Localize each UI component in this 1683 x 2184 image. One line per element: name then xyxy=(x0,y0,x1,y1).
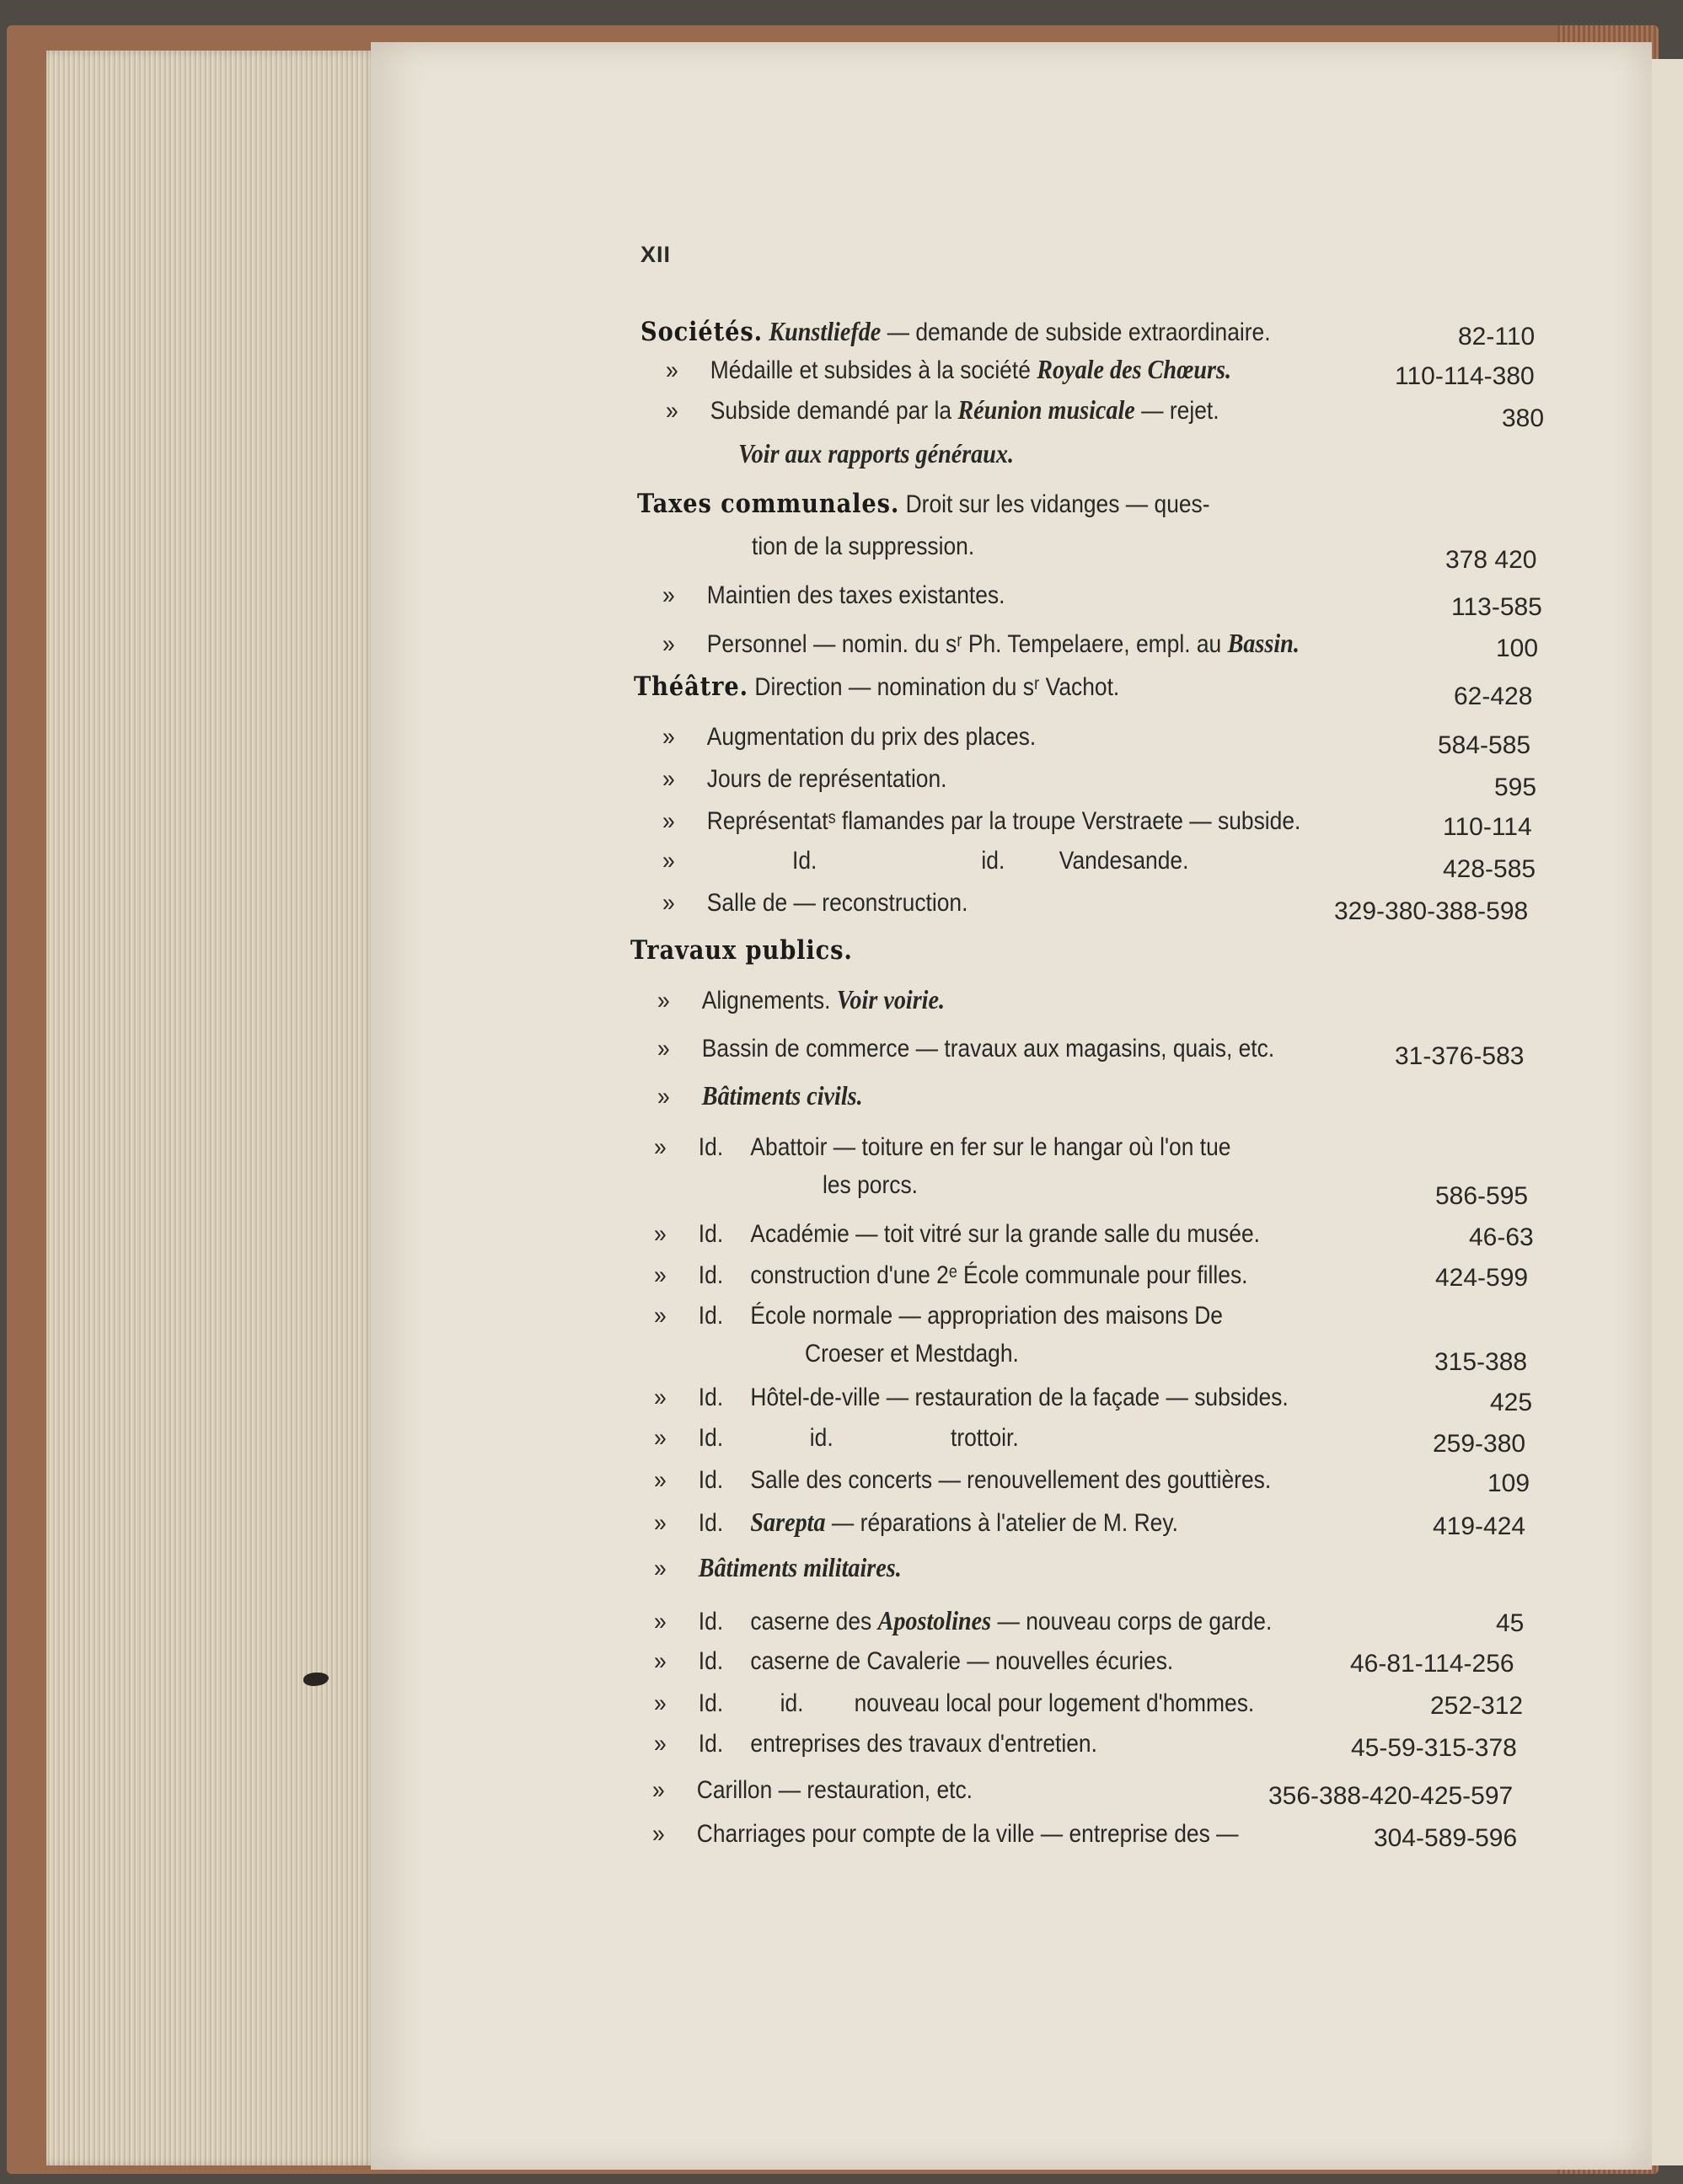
entry-text: nouveau local pour logement d'hommes. xyxy=(854,1689,1255,1717)
entry-line xyxy=(654,1424,1019,1453)
id-mark: Id. xyxy=(698,1424,724,1452)
entry-line xyxy=(752,533,974,561)
ditto-mark: » xyxy=(657,987,670,1014)
entry-text: Alignements. xyxy=(701,987,837,1014)
entry-taxes xyxy=(637,489,1210,519)
id-mark: Id. xyxy=(698,1133,724,1161)
entry-line xyxy=(654,1261,1247,1290)
entry-italic: Apostolines xyxy=(877,1605,992,1635)
entry-text: Représentatˢ flamandes par la troupe Verstraete — subside. xyxy=(706,807,1301,835)
page-refs: 62-428 xyxy=(1454,682,1533,710)
entry-text: Droit sur les vidanges — ques- xyxy=(905,490,1210,518)
entry-italic: Sarepta xyxy=(750,1507,826,1537)
page-refs: 586-595 xyxy=(1435,1182,1529,1210)
entry-text: Hôtel-de-ville — restauration de la façade — subsides. xyxy=(750,1384,1289,1411)
ditto-mark: » xyxy=(666,397,678,425)
page-refs: 425 xyxy=(1490,1389,1533,1416)
ditto-mark: » xyxy=(662,581,675,609)
page-refs: 380 xyxy=(1502,404,1545,432)
ditto-mark: » xyxy=(654,1608,667,1635)
page-refs: 113-585 xyxy=(1451,593,1542,621)
entry-text: — nouveau corps de garde. xyxy=(991,1608,1273,1635)
page-refs: 424-599 xyxy=(1435,1264,1529,1292)
id-mark: Id. xyxy=(698,1509,724,1537)
entry-line xyxy=(662,889,967,918)
ditto-mark: » xyxy=(654,1302,667,1330)
page-refs: 378 420 xyxy=(1445,546,1537,574)
entry-line xyxy=(823,1171,918,1200)
page-refs: 419-424 xyxy=(1433,1512,1526,1540)
ditto-mark: » xyxy=(654,1509,667,1537)
id-mark: Id. xyxy=(698,1647,724,1675)
id-mark: Id. xyxy=(698,1730,724,1758)
entry-line xyxy=(654,1730,1097,1758)
page-refs: 329-380-388-598 xyxy=(1334,897,1529,925)
entry-line xyxy=(662,847,1188,875)
page-refs: 45-59-315-378 xyxy=(1351,1734,1517,1762)
ditto-mark: » xyxy=(654,1555,667,1582)
entry-travaux xyxy=(630,935,853,966)
entry-line xyxy=(654,1647,1173,1676)
page-refs: 100 xyxy=(1496,634,1539,662)
ditto-mark: » xyxy=(654,1220,667,1248)
page-refs: 252-312 xyxy=(1430,1692,1524,1720)
entry-text: Académie — toit vitré sur la grande salle du musée. xyxy=(750,1220,1260,1248)
ditto-mark: » xyxy=(657,1083,670,1111)
page-refs: 46-81-114-256 xyxy=(1350,1650,1514,1678)
section-heading: Théâtre. xyxy=(634,672,749,702)
ditto-mark: » xyxy=(662,765,675,793)
page-refs: 315-388 xyxy=(1434,1348,1528,1376)
entry-text: Charriages pour compte de la ville — entreprise des — xyxy=(696,1820,1239,1848)
entry-italic: Voir aux rapports généraux. xyxy=(738,438,1015,468)
id-mark: Id. xyxy=(698,1384,724,1411)
ditto-mark: » xyxy=(652,1820,665,1848)
page-refs: 259-380 xyxy=(1433,1430,1526,1458)
entry-text: Vandesande. xyxy=(1059,847,1189,875)
page-refs: 109 xyxy=(1487,1469,1530,1497)
entry-italic: Bâtiments civils. xyxy=(701,1080,863,1111)
entry-line xyxy=(654,1133,1230,1162)
ditto-mark: » xyxy=(654,1689,667,1717)
entry-line xyxy=(652,1820,1239,1849)
entry-text: Salle de — reconstruction. xyxy=(706,889,968,917)
entry-line xyxy=(666,394,1219,426)
entry-text: — réparations à l'atelier de M. Rey. xyxy=(825,1509,1178,1537)
entry-italic: Bâtiments militaires. xyxy=(698,1552,902,1582)
ditto-mark: » xyxy=(662,889,675,917)
id-mark: id. xyxy=(809,1424,833,1452)
entry-text: École normale — appropriation des maisons De xyxy=(750,1302,1223,1330)
entry-text: Subside demandé par la xyxy=(710,397,958,425)
entry-italic: Voir voirie. xyxy=(836,984,946,1014)
entry-line xyxy=(666,354,1231,385)
entry-text: trottoir. xyxy=(951,1424,1019,1452)
ditto-mark: » xyxy=(662,847,675,875)
entry-text: Abattoir — toiture en fer sur le hangar où l'on tue xyxy=(750,1133,1231,1161)
ditto-mark: » xyxy=(654,1261,667,1289)
section-heading: Taxes communales. xyxy=(637,489,900,519)
ditto-mark: » xyxy=(657,1035,670,1063)
id-mark: id. xyxy=(981,847,1005,875)
entry-line xyxy=(662,765,947,794)
page-refs: 82-110 xyxy=(1458,323,1536,351)
entry-text: construction d'une 2ᵉ École communale pour filles. xyxy=(750,1261,1248,1289)
page-refs: 45 xyxy=(1496,1609,1525,1637)
entry-line xyxy=(662,628,1300,659)
entry-societes xyxy=(641,316,1271,347)
ditto-mark: » xyxy=(652,1776,665,1804)
page-refs: 428-585 xyxy=(1443,855,1536,883)
entry-line xyxy=(654,1384,1289,1412)
entry-text: Direction — nomination du sʳ Vachot. xyxy=(754,673,1120,701)
entry-line xyxy=(652,1776,973,1805)
entry-text: Carillon — restauration, etc. xyxy=(696,1776,973,1804)
entry-text: — rejet. xyxy=(1134,397,1219,425)
section-heading: Travaux publics. xyxy=(630,935,853,966)
entry-line xyxy=(805,1340,1019,1368)
entry-line xyxy=(654,1605,1272,1636)
entry-text: entreprises des travaux d'entretien. xyxy=(750,1730,1097,1758)
id-mark: Id. xyxy=(698,1261,724,1289)
ditto-mark: » xyxy=(654,1424,667,1452)
entry-text: — demande de subside extraordinaire. xyxy=(881,318,1271,346)
entry-text: Salle des concerts — renouvellement des gouttières. xyxy=(750,1466,1272,1494)
id-mark: Id. xyxy=(698,1220,724,1248)
entry-line xyxy=(654,1220,1260,1249)
entry-line xyxy=(738,438,1014,469)
page-refs: 110-114-380 xyxy=(1395,362,1535,390)
entry-text: caserne de Cavalerie — nouvelles écuries. xyxy=(750,1647,1174,1675)
page-refs: 31-376-583 xyxy=(1395,1042,1525,1070)
page-refs: 595 xyxy=(1494,774,1537,801)
page-refs: 356-388-420-425-597 xyxy=(1268,1782,1514,1810)
ditto-mark: » xyxy=(654,1133,667,1161)
entry-line xyxy=(654,1689,1254,1718)
entry-text: Bassin de commerce — travaux aux magasins, quais, etc. xyxy=(701,1035,1275,1063)
entry-text: Maintien des taxes existantes. xyxy=(706,581,1005,609)
ditto-mark: » xyxy=(654,1647,667,1675)
entry-text: tion de la suppression. xyxy=(752,533,975,560)
entry-line xyxy=(662,581,1005,610)
ditto-mark: » xyxy=(662,723,675,751)
page-refs: 110-114 xyxy=(1443,813,1532,841)
entry-italic: Royale des Chœurs. xyxy=(1037,354,1231,384)
entry-text: caserne des xyxy=(750,1608,878,1635)
entry-text: Jours de représentation. xyxy=(706,765,947,793)
entry-italic: Bassin. xyxy=(1227,628,1300,658)
entry-italic: Kunstliefde xyxy=(769,316,882,346)
entry-line xyxy=(662,807,1300,836)
entry-text: les porcs. xyxy=(823,1171,918,1199)
entry-line xyxy=(657,1035,1274,1063)
section-heading: Sociétés. xyxy=(641,317,763,347)
entry-line xyxy=(657,1080,863,1111)
entry-line xyxy=(654,1552,902,1583)
entry-theatre xyxy=(634,672,1119,702)
ditto-mark: » xyxy=(654,1466,667,1494)
ditto-mark: » xyxy=(662,630,675,658)
entry-text: Augmentation du prix des places. xyxy=(706,723,1037,751)
id-mark: Id. xyxy=(698,1608,724,1635)
entry-text: Personnel — nomin. du sʳ Ph. Tempelaere, empl. au xyxy=(706,630,1228,658)
entry-text: Médaille et subsides à la société xyxy=(710,356,1037,384)
ditto-mark: » xyxy=(666,356,678,384)
entry-line xyxy=(654,1466,1271,1495)
page-number: XII xyxy=(641,242,672,267)
page-refs: 46-63 xyxy=(1469,1223,1534,1251)
id-mark: Id. xyxy=(792,847,817,875)
page-refs: 304-589-596 xyxy=(1374,1824,1518,1852)
entry-italic: Réunion musicale xyxy=(957,394,1135,425)
entry-line xyxy=(654,1302,1223,1330)
entry-line xyxy=(662,723,1036,752)
ditto-mark: » xyxy=(654,1384,667,1411)
entry-line xyxy=(657,984,945,1015)
page-refs: 584-585 xyxy=(1438,731,1531,759)
id-mark: id. xyxy=(780,1689,804,1717)
entry-text: Croeser et Mestdagh. xyxy=(805,1340,1019,1368)
id-mark: Id. xyxy=(698,1689,724,1717)
id-mark: Id. xyxy=(698,1466,724,1494)
entry-line xyxy=(654,1507,1178,1538)
id-mark: Id. xyxy=(698,1302,724,1330)
ditto-mark: » xyxy=(654,1730,667,1758)
ditto-mark: » xyxy=(662,807,675,835)
